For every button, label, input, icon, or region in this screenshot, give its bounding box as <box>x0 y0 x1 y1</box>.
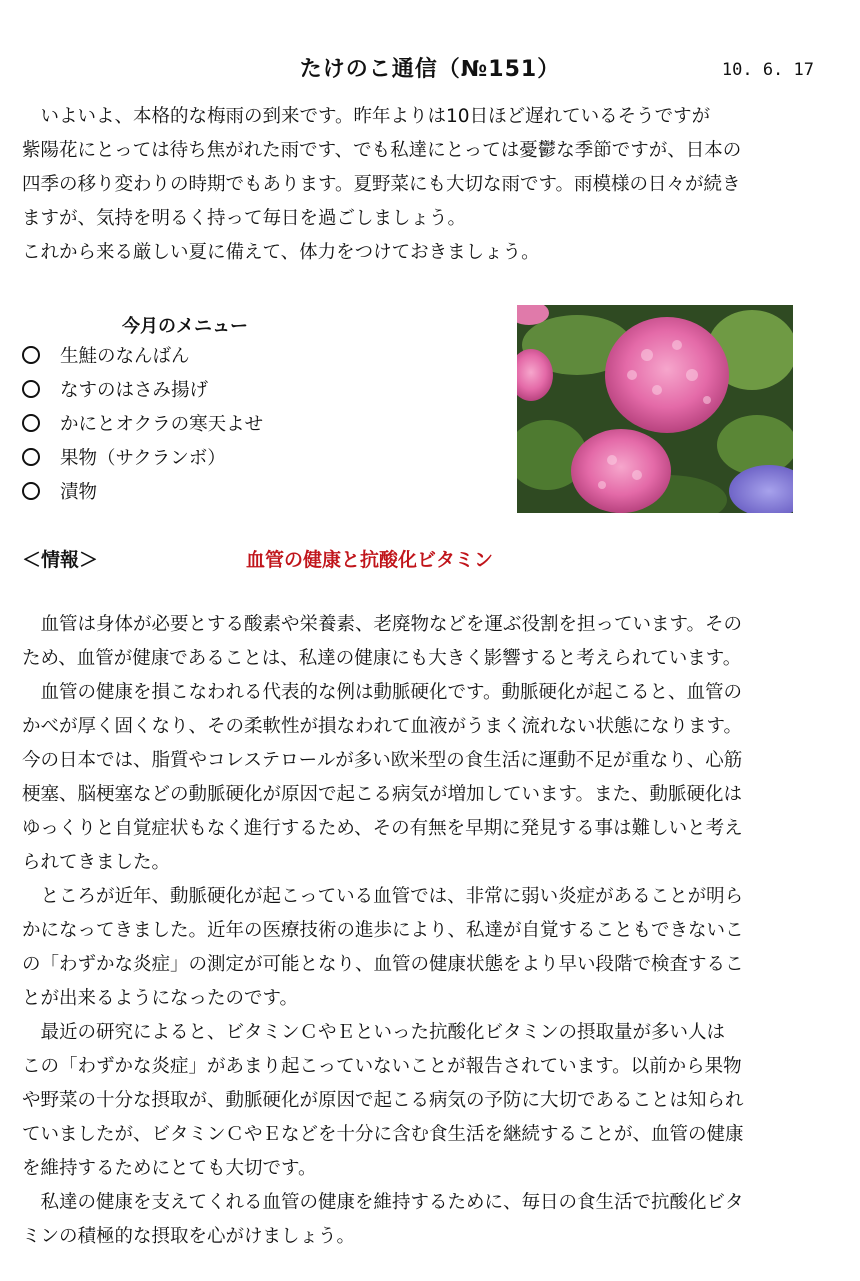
circle-bullet-icon <box>22 448 40 466</box>
article-line: ゆっくりと自覚症状もなく進行するため、その有無を早期に発見する事は難しいと考え <box>22 818 743 839</box>
info-section-label: ＜情報＞ <box>22 549 99 571</box>
menu-heading: 今月のメニュー <box>122 316 248 337</box>
article-line: とが出来るようになったのです。 <box>22 988 299 1009</box>
article-line: この「わずかな炎症」があまり起こっていないことが報告されています。以前から果物 <box>22 1056 742 1077</box>
article-line: ため、血管が健康であることは、私達の健康にも大きく影響すると考えられています。 <box>22 648 742 669</box>
menu-item-label: 生鮭のなんばん <box>60 346 190 367</box>
intro-paragraph <box>22 100 822 270</box>
article-line: 梗塞、脳梗塞などの動脈硬化が原因で起こる病気が増加しています。また、動脈硬化は <box>22 784 743 805</box>
article-line: ところが近年、動脈硬化が起こっている血管では、非常に弱い炎症があることが明ら <box>22 886 744 907</box>
menu-item <box>22 374 263 408</box>
article-line: 血管の健康を損こなわれる代表的な例は動脈硬化です。動脈硬化が起こると、血管の <box>22 682 743 703</box>
circle-bullet-icon <box>22 482 40 500</box>
issue-date: 10. 6. 17 <box>721 60 814 80</box>
menu-item-label: 漬物 <box>60 482 98 503</box>
intro-line: ますが、気持を明るく持って毎日を過ごしましょう。 <box>22 208 467 229</box>
circle-bullet-icon <box>22 414 40 432</box>
menu-item <box>22 476 263 510</box>
menu-list <box>22 340 263 510</box>
article-line: 今の日本では、脂質やコレステロールが多い欧米型の食生活に運動不足が重なり、心筋 <box>22 750 743 771</box>
article-line: ていましたが、ビタミンＣやＥなどを十分に含む食生活を継続することが、血管の健康 <box>22 1124 744 1145</box>
article-line: ミンの積極的な摂取を心がけましょう。 <box>22 1226 356 1247</box>
article-line: 血管は身体が必要とする酸素や栄養素、老廃物などを運ぶ役割を担っています。その <box>22 614 743 635</box>
menu-item-label: かにとオクラの寒天よせ <box>60 414 264 435</box>
circle-bullet-icon <box>22 380 40 398</box>
article-body <box>22 608 822 1254</box>
intro-line: これから来る厳しい夏に備えて、体力をつけておきましょう。 <box>22 242 540 263</box>
article-line: や野菜の十分な摂取が、動脈硬化が原因で起こる病気の予防に大切であることは知られ <box>22 1090 744 1111</box>
menu-item <box>22 340 263 374</box>
newsletter-title: たけのこ通信（№151） <box>299 57 561 82</box>
menu-item-label: 果物（サクランボ） <box>60 448 226 469</box>
article-line: かべが厚く固くなり、その柔軟性が損なわれて血液がうまく流れない状態になります。 <box>22 716 743 737</box>
hydrangea-photo <box>517 305 793 513</box>
article-line: かになってきました。近年の医療技術の進歩により、私達が自覚することもできないこ <box>22 920 744 941</box>
intro-line: いよいよ、本格的な梅雨の到来です。昨年よりは10日ほど遅れているそうですが <box>22 106 711 127</box>
menu-item-label: なすのはさみ揚げ <box>60 380 209 401</box>
menu-item <box>22 408 263 442</box>
article-line: られてきました。 <box>22 852 171 873</box>
menu-item <box>22 442 263 476</box>
intro-line: 紫陽花にとっては待ち焦がれた雨です、でも私達にとっては憂鬱な季節ですが、日本の <box>22 140 742 161</box>
article-line: 最近の研究によると、ビタミンＣやＥといった抗酸化ビタミンの摂取量が多い人は <box>22 1022 726 1043</box>
hydrangea-illustration <box>517 305 793 513</box>
circle-bullet-icon <box>22 346 40 364</box>
article-line: を維持するためにとても大切です。 <box>22 1158 317 1179</box>
info-section-title: 血管の健康と抗酸化ビタミン <box>246 549 494 571</box>
article-line: 私達の健康を支えてくれる血管の健康を維持するために、毎日の食生活で抗酸化ビタ <box>22 1192 744 1213</box>
article-line: の「わずかな炎症」の測定が可能となり、血管の健康状態をより早い段階で検査するこ <box>22 954 744 975</box>
intro-line: 四季の移り変わりの時期でもあります。夏野菜にも大切な雨です。雨模様の日々が続き <box>22 174 741 195</box>
